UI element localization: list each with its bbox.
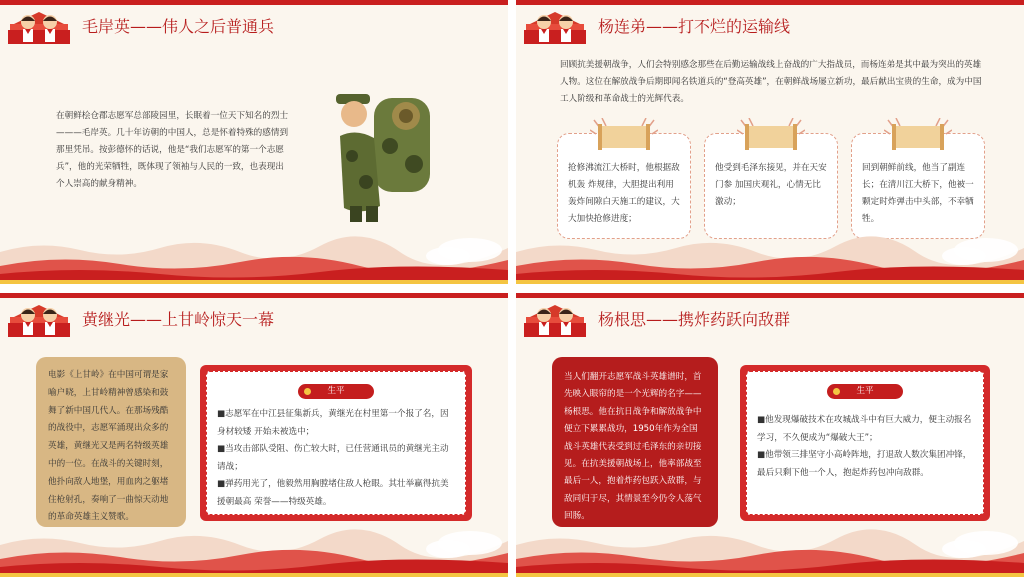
- profile-list: [217, 406, 455, 512]
- card-text: 他受到毛泽东接见，并在天安门参 加国庆观礼，心情无比激动；: [715, 163, 827, 207]
- profile-panel: [200, 365, 472, 521]
- list-item: ■弹药用光了，他毅然用胸膛堵住敌人枪眼。其壮举赢得抗美援朝最高 荣誉——特级英雄。: [217, 479, 449, 507]
- profile-panel: [740, 365, 990, 521]
- profile-badge: 生平: [298, 384, 374, 399]
- slide-mao-anying: [0, 0, 508, 284]
- slide-title: 杨连弟——打不烂的运输线: [598, 17, 791, 36]
- soldier-illustration-icon: [330, 86, 440, 222]
- bottom-decoration: [516, 222, 1024, 284]
- card-text: 抢修沸流江大桥时，他根据敌机轰 炸规律，大胆提出利用轰炸间隙白天施工的建议，大大加快抢修进度；: [568, 163, 680, 224]
- bottom-decoration: [0, 222, 508, 284]
- top-bar: [0, 293, 508, 298]
- top-bar: [516, 0, 1024, 5]
- intro-box: 电影《上甘岭》在中国可谓是家喻户晓，上甘岭精神曾感染和鼓舞了新中国几代人。在那场残酷的战役中，志愿军涌现出众多的英雄，黄继光又是两名特级英雄中的一位。在战斗的关键时刻，他扑向敌人地堡，用血肉之躯堵住枪射孔，奏响了一曲惊天动地的革命英雄主义赞歌。: [36, 357, 186, 527]
- slide-title: 杨根思——携炸药跃向敌群: [598, 310, 791, 329]
- intro-box: 当人们翻开志愿军战斗英雄谱时，首先映入眼帘的是一个光辉的名字——杨根思。他在抗日战争和解放战争中便立下累累战功，1950年作为全国战斗英雄代表受到过毛泽东的亲切接见。在抗美援朝战场上，他率部战至最后一人，抱着炸药包跃入敌群，与敌同归于尽，其情景至今仍令人荡气回肠。: [552, 357, 718, 527]
- body-text: 在朝鲜桧仓郡志愿军总部陵园里，长眠着一位天下知名的烈士———毛岸英。几十年访朝的中国人，总是怀着特殊的感情到那里凭吊。按彭德怀的话说，他是“我们志愿军的第一个志愿兵”，他的光荣牺牲，既体现了领袖与人民的一致，也表现出个人崇高的献身精神。: [56, 111, 289, 189]
- list-item: ■当攻击部队受阻、伤亡较大时，已任营通讯员的黄继光主动请战；: [217, 444, 449, 472]
- bottom-decoration: [0, 515, 508, 577]
- slide-title: 黄继光——上甘岭惊天一幕: [82, 310, 275, 329]
- top-bar: [516, 293, 1024, 298]
- list-item: ■志愿军在中江县征集新兵，黄继光在村里第一个报了名，因身材较矮 开始未被选中；: [217, 409, 449, 437]
- bottom-decoration: [516, 515, 1024, 577]
- scroll-icon: [737, 118, 805, 152]
- slide-yang-liandi: [516, 0, 1024, 284]
- kids-illustration-icon: [8, 303, 70, 339]
- kids-illustration-icon: [8, 10, 70, 46]
- top-bar: [0, 0, 508, 5]
- profile-list: [757, 412, 973, 482]
- card-text: 回到朝鲜前线，他当了副连长；在清川江大桥下，他被一颗定时炸弹击中头部，不幸牺牲。: [862, 163, 974, 224]
- scroll-icon: [590, 118, 658, 152]
- kids-illustration-icon: [524, 303, 586, 339]
- slide-yang-gensi: [516, 293, 1024, 577]
- slide-huang-jiguang: [0, 293, 508, 577]
- kids-illustration-icon: [524, 10, 586, 46]
- list-item: ■他发现爆破技术在攻城战斗中有巨大威力，便主动报名学习，不久便成为“爆破大王”；: [757, 415, 972, 443]
- slide-title: 毛岸英——伟人之后普通兵: [82, 17, 275, 36]
- intro-text: 回顾抗美援朝战争，人们会特别感念那些在后勤运输战线上奋战的广大指战员，而杨连弟是其中最为突出的英雄人物。这位在解放战争后期即闻名铁道兵的“登高英雄”，在朝鲜战场屡立新功，最后献出宝贵的生命，成为中国工人阶级和革命战士的光辉代表。: [560, 60, 982, 104]
- list-item: ■他带领三排坚守小高岭阵地，打退敌人数次集团冲锋，最后只剩下他一个人，抱起炸药包冲向敌群。: [757, 450, 972, 478]
- scroll-icon: [884, 118, 952, 152]
- profile-badge: 生平: [827, 384, 903, 399]
